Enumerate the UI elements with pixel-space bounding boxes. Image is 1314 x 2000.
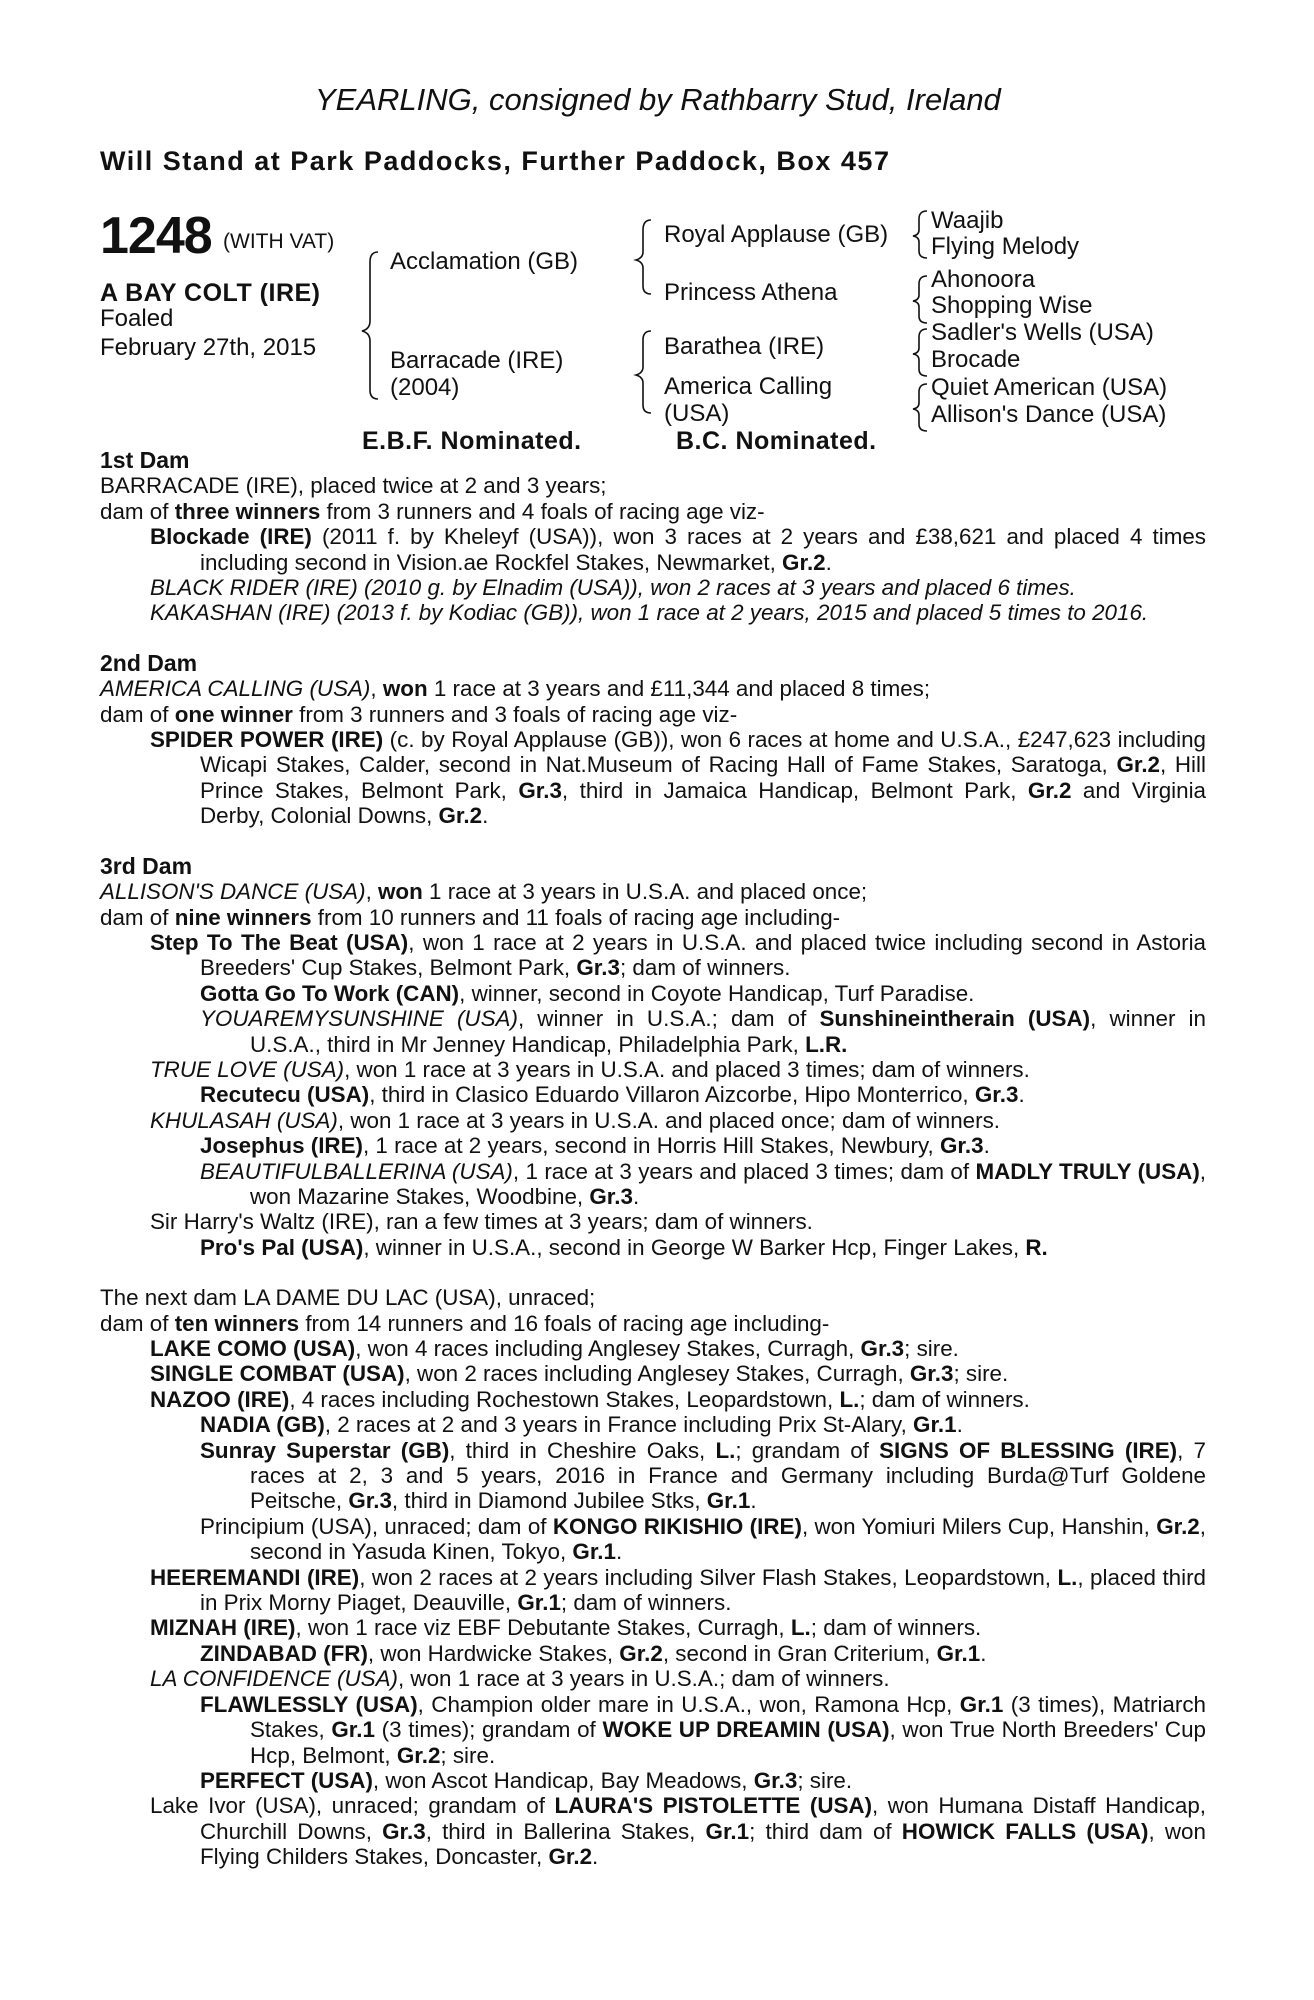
offspring-entry: KHULASAH (USA), won 1 race at 3 years in U.S.A. and placed once; dam of winners. xyxy=(150,1107,1000,1133)
offspring-entry: BEAUTIFULBALLERINA (USA), 1 race at 3 years and placed 3 times; dam of MADLY TRULY (USA), won Mazarine Stakes, Woodbine, Gr.3. xyxy=(200,1158,1207,1209)
offspring-entry: FLAWLESSLY (USA), Champion older mare in U.S.A., won, Ramona Hcp, Gr.1 (3 times), Matriarch Stakes, Gr.1 (3 times); grandam of WOKE UP DREAMIN (USA), won True North Breeders' Cup Hcp, Belmont, Gr.2; sire. xyxy=(200,1691,1206,1768)
dam-year: (2004) xyxy=(390,374,460,401)
second-dam-summary: dam of one winner from 3 runners and 3 foals of racing age viz- xyxy=(100,701,738,727)
consignor-subtitle: YEARLING, consigned by Rathbarry Stud, Ireland xyxy=(315,82,1001,117)
offspring-entry: Step To The Beat (USA), won 1 race at 2 years in U.S.A. and placed twice including second in Astoria Breeders' Cup Stakes, Belmont Park, Gr.3; dam of winners. xyxy=(150,929,1207,981)
produce-record xyxy=(100,448,1206,1870)
sire-sire: Royal Applause (GB) xyxy=(664,221,889,248)
third-dam-summary: dam of nine winners from 10 runners and 11 foals of racing age including- xyxy=(100,904,841,930)
offspring-entry: Principium (USA), unraced; dam of KONGO RIKISHIO (IRE), won Yomiuri Milers Cup, Hanshin, Gr.2, second in Yasuda Kinen, Tokyo, Gr.1. xyxy=(200,1513,1206,1565)
second-dam-heading: 2nd Dam xyxy=(100,649,198,676)
second-dam-line: AMERICA CALLING (USA), won 1 race at 3 years and £11,344 and placed 8 times; xyxy=(100,676,931,702)
next-dam-line: The next dam LA DAME DU LAC (USA), unraced; xyxy=(100,1285,596,1311)
offspring-entry: BLACK RIDER (IRE) (2010 g. by Elnadim (USA)), won 2 races at 3 years and placed 6 times. xyxy=(150,575,1076,601)
first-dam-summary: dam of three winners from 3 runners and 4 foals of racing age viz- xyxy=(100,498,765,524)
offspring-entry: Josephus (IRE), 1 race at 2 years, second in Horris Hill Stakes, Newbury, Gr.3. xyxy=(200,1133,990,1159)
offspring-entry: Lake Ivor (USA), unraced; grandam of LAURA'S PISTOLETTE (USA), won Humana Distaff Handicap, Churchill Downs, Gr.3, third in Ballerina Stakes, Gr.1; third dam of HOWICK FALLS (USA), won Flying Childers Stakes, Doncaster, Gr.2. xyxy=(150,1793,1207,1870)
offspring-entry: HEEREMANDI (IRE), won 2 races at 2 years including Silver Flash Stakes, Leopardstown, L., placed third in Prix Morny Piaget, Deauville, Gr.1; dam of winners. xyxy=(150,1564,1206,1616)
dam-dam-line2: (USA) xyxy=(664,400,730,427)
offspring-entry: Gotta Go To Work (CAN), winner, second in Coyote Handicap, Turf Paradise. xyxy=(200,980,975,1006)
foaled-label: Foaled xyxy=(100,305,174,332)
offspring-entry: ZINDABAD (FR), won Hardwicke Stakes, Gr.2, second in Gran Criterium, Gr.1. xyxy=(200,1640,987,1666)
first-dam-heading: 1st Dam xyxy=(100,447,190,473)
offspring-entry: LAKE COMO (USA), won 4 races including Anglesey Stakes, Curragh, Gr.3; sire. xyxy=(150,1336,959,1361)
offspring-entry: PERFECT (USA), won Ascot Handicap, Bay Meadows, Gr.3; sire. xyxy=(200,1767,853,1793)
ped-dsd: Brocade xyxy=(931,346,1021,373)
offspring-entry: SINGLE COMBAT (USA), won 2 races including Anglesey Stakes, Curragh, Gr.3; sire. xyxy=(150,1361,1009,1387)
ped-sds: Ahonoora xyxy=(931,266,1036,293)
offspring-entry: MIZNAH (IRE), won 1 race viz EBF Debutante Stakes, Curragh, L.; dam of winners. xyxy=(150,1615,982,1641)
dam-dam-line1: America Calling xyxy=(664,373,833,400)
foaled-date: February 27th, 2015 xyxy=(100,334,317,361)
first-dam-line: BARRACADE (IRE), placed twice at 2 and 3 years; xyxy=(100,473,607,499)
offspring-entry: Sunray Superstar (GB), third in Cheshire Oaks, L.; grandam of SIGNS OF BLESSING (IRE), 7 races at 2, 3 and 5 years, 2016 in France and Germany including Burda@Turf Goldene Peitsche, Gr.3, third in Diamond Jubilee Stks, Gr.1. xyxy=(200,1437,1206,1514)
ped-ddd: Allison's Dance (USA) xyxy=(931,401,1167,428)
dam-sire: Barathea (IRE) xyxy=(664,333,825,360)
offspring-entry: LA CONFIDENCE (USA), won 1 race at 3 years in U.S.A.; dam of winners. xyxy=(150,1666,890,1692)
offspring-entry: NADIA (GB), 2 races at 2 and 3 years in France including Prix St-Alary, Gr.1. xyxy=(200,1412,963,1438)
ebf-nominated: E.B.F. Nominated. xyxy=(362,427,582,455)
ped-ssd: Flying Melody xyxy=(931,233,1080,260)
lot-title: A BAY COLT (IRE) xyxy=(100,279,321,307)
sire-dam: Princess Athena xyxy=(664,279,838,306)
third-dam-heading: 3rd Dam xyxy=(100,852,193,879)
offspring-entry: Recutecu (USA), third in Clasico Eduardo Villaron Aizcorbe, Hipo Monterrico, Gr.3. xyxy=(200,1082,1025,1108)
offspring-entry: NAZOO (IRE), 4 races including Rochestown Stakes, Leopardstown, L.; dam of winners. xyxy=(150,1386,1030,1412)
ped-sss: Waajib xyxy=(931,207,1004,234)
ped-sdd: Shopping Wise xyxy=(931,292,1093,319)
offspring-entry: Blockade (IRE) (2011 f. by Kheleyf (USA)), won 3 races at 2 years and £38,621 and placed 4 times including second in Vision.ae Rockfel Stakes, Newmarket, Gr.2. xyxy=(150,524,1206,575)
offspring-entry: TRUE LOVE (USA), won 1 race at 3 years in U.S.A. and placed 3 times; dam of winners. xyxy=(150,1056,1030,1082)
sire-name: Acclamation (GB) xyxy=(390,248,579,275)
bc-nominated: B.C. Nominated. xyxy=(676,427,877,455)
dam-name: Barracade (IRE) xyxy=(390,347,564,374)
offspring-entry: KAKASHAN (IRE) (2013 f. by Kodiac (GB)), won 1 race at 2 years, 2015 and placed 5 times to 2016. xyxy=(150,600,1149,626)
vat-note: (WITH VAT) xyxy=(223,230,335,253)
stand-location: Will Stand at Park Paddocks, Further Paddock, Box 457 xyxy=(100,146,891,176)
offspring-entry: SPIDER POWER (IRE) (c. by Royal Applause (GB)), won 6 races at home and U.S.A., £247,623 including Wicapi Stakes, Calder, second in Nat.Museum of Racing Hall of Fame Stakes, Saratoga, Gr.2, Hill Prince Stakes, Belmont Park, Gr.3, third in Jamaica Handicap, Belmont Park, Gr.2 and Virginia Derby, Colonial Downs, Gr.2. xyxy=(150,727,1206,829)
next-dam-summary: dam of ten winners from 14 runners and 16 foals of racing age including- xyxy=(100,1310,830,1336)
lot-number: 1248 xyxy=(100,207,212,265)
ped-dss: Sadler's Wells (USA) xyxy=(931,319,1154,346)
ped-dds: Quiet American (USA) xyxy=(931,374,1168,401)
offspring-entry: YOUAREMYSUNSHINE (USA), winner in U.S.A.; dam of Sunshineintherain (USA), winner in U.S.A., third in Mr Jenney Handicap, Philadelphia Park, L.R. xyxy=(200,1006,1206,1057)
offspring-entry: Sir Harry's Waltz (IRE), ran a few times at 3 years; dam of winners. xyxy=(150,1209,813,1235)
offspring-entry: Pro's Pal (USA), winner in U.S.A., second in George W Barker Hcp, Finger Lakes, R. xyxy=(200,1234,1048,1260)
third-dam-line: ALLISON'S DANCE (USA), won 1 race at 3 years in U.S.A. and placed once; xyxy=(100,879,868,905)
